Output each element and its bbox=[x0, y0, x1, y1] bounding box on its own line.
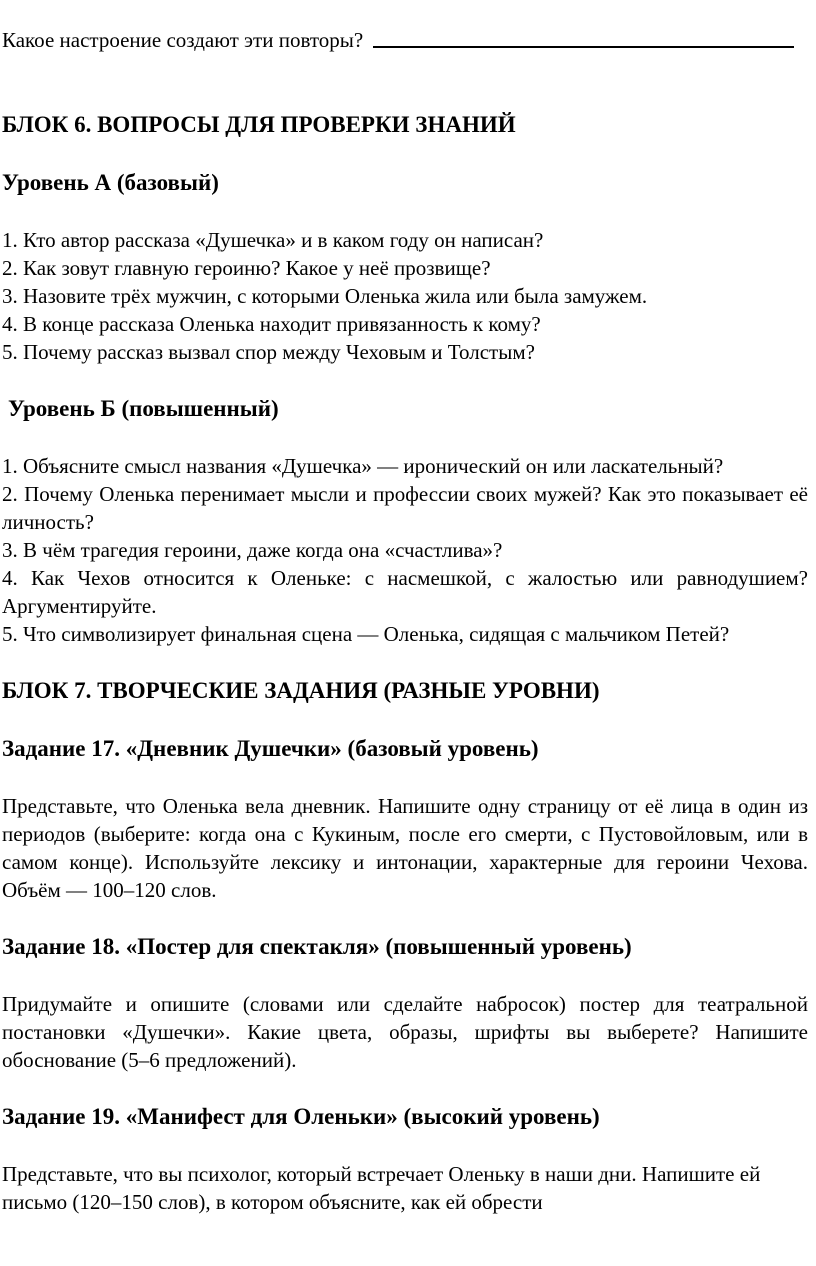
task-19-heading: Задание 19. «Манифест для Оленьки» (высокий уровень) bbox=[2, 1104, 600, 1129]
level-b-heading: Уровень Б (повышенный) bbox=[8, 396, 279, 421]
fill-in-question-text: Какое настроение создают эти повторы? bbox=[2, 28, 364, 52]
task-18-heading: Задание 18. «Постер для спектакля» (повышенный уровень) bbox=[2, 934, 632, 959]
level-b-question-1: 1. Объясните смысл названия «Душечка» — иронический он или ласкательный? bbox=[2, 454, 724, 478]
level-a-question-4: 4. В конце рассказа Оленька находит привязанность к кому? bbox=[2, 312, 541, 336]
fill-in-question-row bbox=[2, 26, 808, 54]
level-b-question-4: 4. Как Чехов относится к Оленьке: с насмешкой, с жалостью или равнодушием? Аргументируйте. bbox=[2, 566, 808, 618]
block7-title: БЛОК 7. ТВОРЧЕСКИЕ ЗАДАНИЯ (РАЗНЫЕ УРОВНИ) bbox=[2, 678, 600, 703]
level-b-question-3: 3. В чём трагедия героини, даже когда она «счастлива»? bbox=[2, 538, 503, 562]
task-19-body: Представьте, что вы психолог, который встречает Оленьку в наши дни. Напишите ей письмо (120–150 слов), в котором объясните, как ей обрести bbox=[2, 1162, 761, 1214]
task-18-body: Придумайте и опишите (словами или сделайте набросок) постер для театральной постановки «Душечки». Какие цвета, образы, шрифты вы выберете? Напишите обоснование (5–6 предложений). bbox=[2, 992, 808, 1072]
level-b-question-5: 5. Что символизирует финальная сцена — Оленька, сидящая с мальчиком Петей? bbox=[2, 622, 730, 646]
block6-title: БЛОК 6. ВОПРОСЫ ДЛЯ ПРОВЕРКИ ЗНАНИЙ bbox=[2, 112, 516, 137]
task-17-body: Представьте, что Оленька вела дневник. Напишите одну страницу от её лица в один из периодов (выберите: когда она с Кукиным, после его смерти, с Пустовойловым, или в самом конце). Используйте лексику и интонации, характерные для героини Чехова. Объём — 100–120 слов. bbox=[2, 794, 808, 902]
level-a-question-5: 5. Почему рассказ вызвал спор между Чеховым и Толстым? bbox=[2, 340, 535, 364]
level-a-question-1: 1. Кто автор рассказа «Душечка» и в каком году он написан? bbox=[2, 228, 544, 252]
document-page bbox=[2, 26, 808, 1216]
level-a-question-2: 2. Как зовут главную героиню? Какое у неё прозвище? bbox=[2, 256, 491, 280]
level-b-questions bbox=[2, 452, 808, 648]
level-b-question-2: 2. Почему Оленька перенимает мысли и профессии своих мужей? Как это показывает её личность? bbox=[2, 482, 808, 534]
fill-in-blank-line bbox=[373, 26, 794, 48]
level-a-heading: Уровень А (базовый) bbox=[2, 170, 219, 195]
task-17-heading: Задание 17. «Дневник Душечки» (базовый уровень) bbox=[2, 736, 539, 761]
level-a-question-3: 3. Назовите трёх мужчин, с которыми Оленька жила или была замужем. bbox=[2, 284, 648, 308]
level-a-questions bbox=[2, 226, 808, 366]
